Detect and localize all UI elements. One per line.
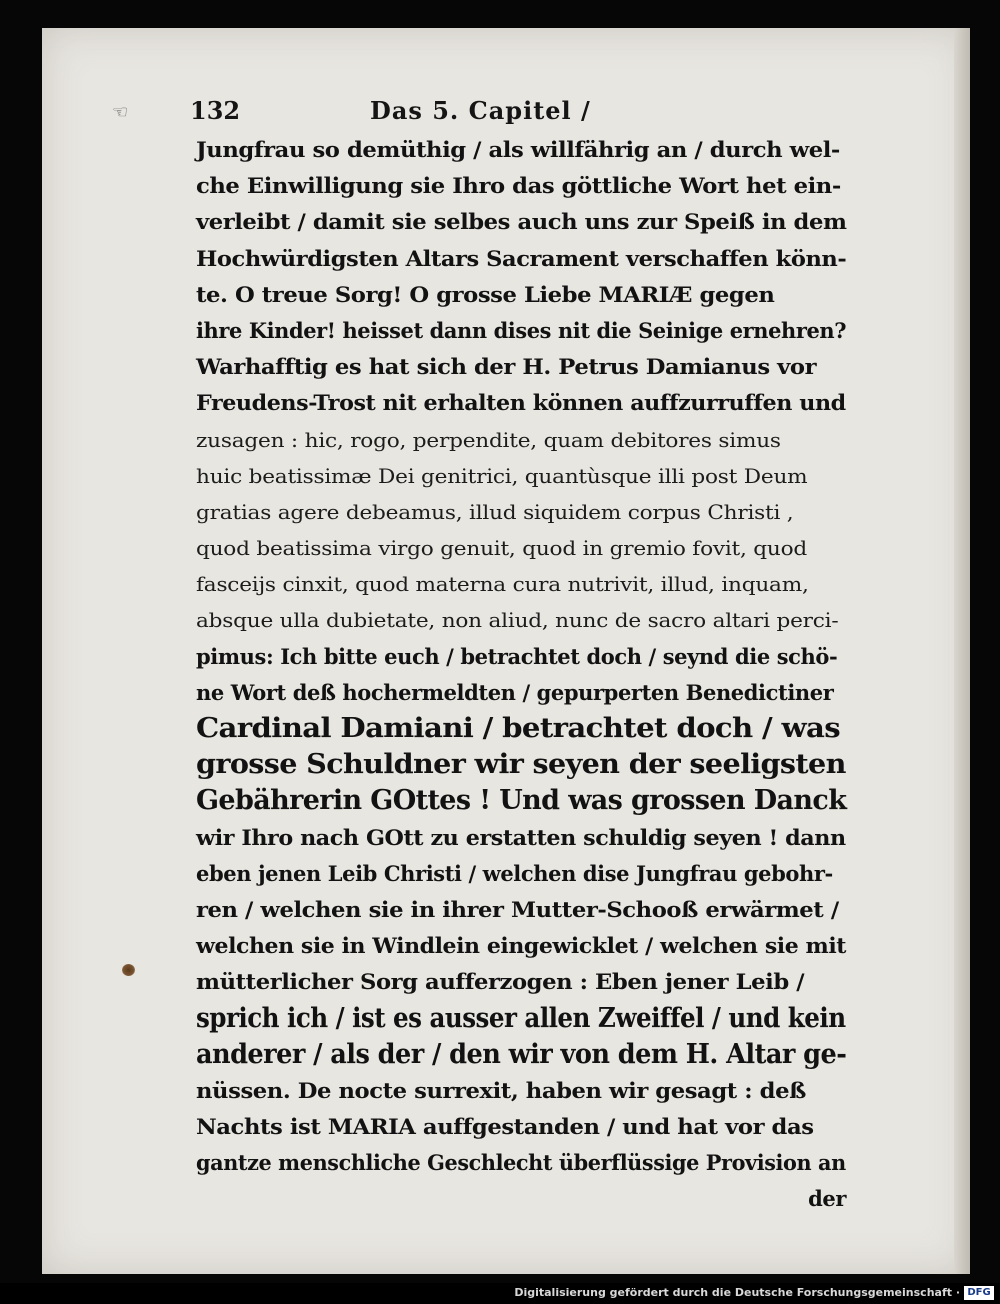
page-number: 132 (190, 96, 241, 125)
dfg-logo: DFG (964, 1286, 994, 1300)
text-line: ren / welchen sie in ihrer Mutter-Schooß erwärmet / (196, 896, 839, 922)
text-line: te. O treue Sorg! O grosse Liebe MARIÆ gegen (196, 281, 775, 307)
page-header (190, 96, 890, 126)
text-line: eben jenen Leib Christi / welchen dise Jungfrau gebohr- (196, 860, 833, 886)
text-line: absque ulla dubietate, non aliud, nunc de sacro altari perci- (196, 608, 839, 633)
funding-credit: Digitalisierung gefördert durch die Deutsche Forschungsgemeinschaft · (514, 1286, 960, 1299)
text-line: Hochwürdigsten Altars Sacrament verschaffen könn- (196, 245, 847, 271)
text-line: zusagen : hic, rogo, perpendite, quam debitores simus (196, 427, 781, 452)
text-line: gratias agere debeamus, illud siquidem corpus Christi , (196, 499, 794, 524)
text-line: huic beatissimæ Dei genitrici, quantùsque illi post Deum (196, 463, 808, 488)
text-line: pimus: Ich bitte euch / betrachtet doch / seynd die schö- (196, 643, 838, 669)
text-line: Cardinal Damiani / betrachtet doch / was (196, 713, 841, 744)
text-line: quod beatissima virgo genuit, quod in gremio fovit, quod (196, 536, 808, 561)
running-title: Das 5. Capitel / (370, 96, 591, 125)
text-line: Warhafftig es hat sich der H. Petrus Damianus vor (196, 354, 817, 380)
footer-bar (0, 1283, 1000, 1304)
text-line: verleibt / damit sie selbes auch uns zur Speiß in dem (196, 209, 847, 235)
text-line: Jungfrau so demüthig / als willfährig an / durch wel- (196, 137, 840, 162)
text-line: nüssen. De nocte surrexit, haben wir gesagt : deß (196, 1077, 806, 1103)
text-line: ihre Kinder! heisset dann dises nit die Seinige ernehren? (196, 317, 847, 343)
text-line: grosse Schuldner wir seyen der seeligsten (196, 749, 846, 781)
text-line: ne Wort deß hochermeldten / gepurperten Benedictiner (196, 679, 834, 705)
text-line: wir Ihro nach GOtt zu erstatten schuldig seyen ! dann (196, 824, 846, 850)
text-line: Gebährerin GOttes ! Und was grossen Danck (196, 785, 847, 817)
text-line: che Einwilligung sie Ihro das göttliche Wort het ein- (196, 173, 841, 199)
catchword: der (808, 1186, 846, 1212)
text-line: mütterlicher Sorg aufferzogen : Eben jener Leib / (196, 969, 805, 995)
text-line: anderer / als der / den wir von dem H. Altar ge- (196, 1038, 847, 1070)
paper-stain (122, 964, 135, 976)
text-line: fasceijs cinxit, quod materna cura nutrivit, illud, inquam, (196, 572, 809, 597)
text-line: welchen sie in Windlein eingewicklet / welchen sie mit (196, 933, 847, 959)
page-edge (954, 28, 970, 1274)
text-line: sprich ich / ist es ausser allen Zweiffel / und kein (196, 1002, 846, 1034)
text-line: gantze menschliche Geschlecht überflüssige Provision an (196, 1150, 846, 1176)
text-line: Freudens-Trost nit erhalten können auffzurruffen und (196, 390, 846, 416)
margin-mark: ☜ (112, 102, 129, 123)
text-line: Nachts ist MARIA auffgestanden / und hat vor das (196, 1114, 814, 1140)
body-text (196, 132, 846, 1218)
